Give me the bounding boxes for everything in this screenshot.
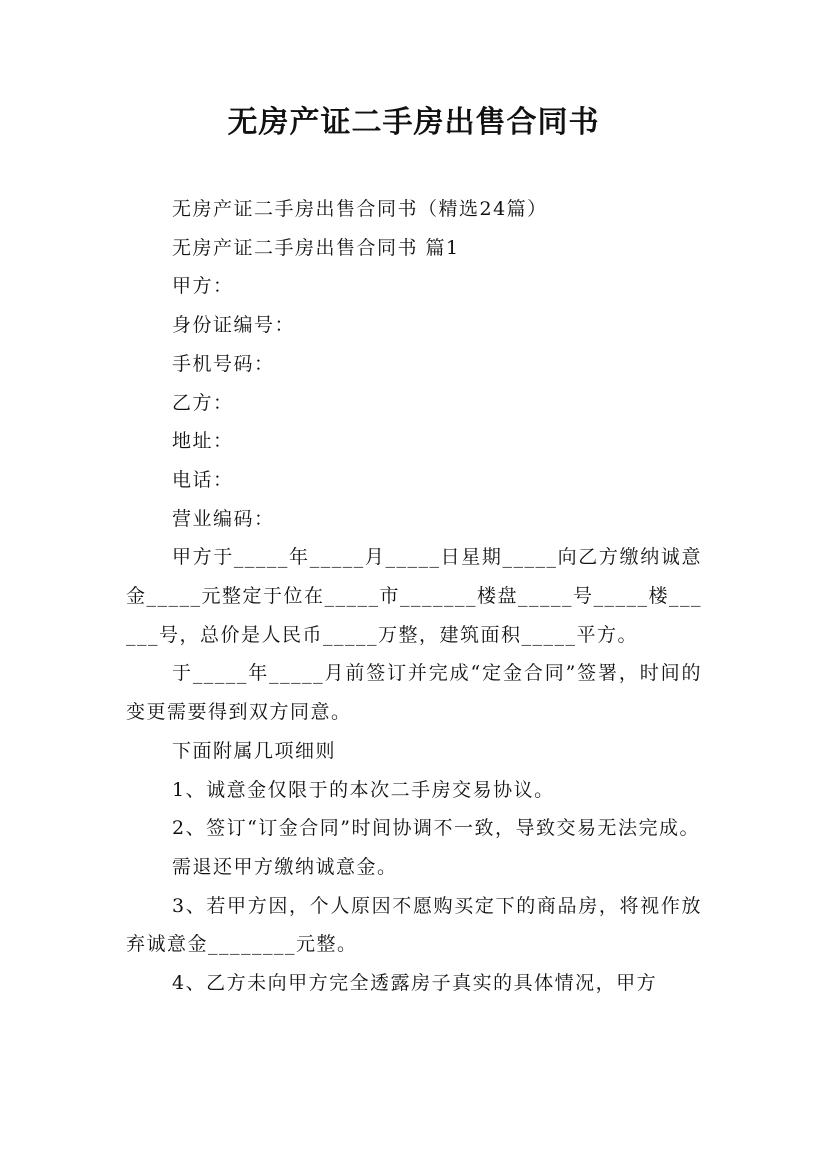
rule-3: 3、若甲方因，个人原因不愿购买定下的商品房，将视作放弃诚意金________元整。 <box>126 894 702 956</box>
rule-2: 2、签订“订金合同”时间协调不一致，导致交易无法完成。 <box>172 817 701 840</box>
id-number-label: 身份证编号： <box>172 314 296 337</box>
document-body <box>126 190 702 1003</box>
phone-number-label: 手机号码： <box>172 352 275 375</box>
party-b-label: 乙方： <box>172 391 234 414</box>
document-title: 无房产证二手房出售合同书 <box>227 105 600 140</box>
rule-4: 4、乙方未向甲方完全透露房子真实的具体情况，甲方 <box>172 972 658 995</box>
rule-1: 1、诚意金仅限于的本次二手房交易协议。 <box>172 778 555 801</box>
address-label: 地址： <box>172 430 234 453</box>
rule-2-refund: 需退还甲方缴纳诚意金。 <box>172 855 398 878</box>
telephone-label: 电话： <box>172 468 234 491</box>
subtitle-collection: 无房产证二手房出售合同书（精选24篇） <box>172 198 548 220</box>
rules-heading: 下面附属几项细则 <box>172 739 337 762</box>
business-code-label: 营业编码： <box>172 507 275 530</box>
party-a-label: 甲方： <box>172 275 234 298</box>
deposit-terms-paragraph: 甲方于_____年_____月_____日星期_____向乙方缴纳诚意金_____元整定于位在_____市_______楼盘_____号_____楼______号，总价是人民币_____万整，建筑面积_____平方。 <box>126 546 703 646</box>
contract-signing-paragraph: 于_____年_____月前签订并完成“定金合同”签署，时间的变更需要得到双方同意。 <box>126 662 702 724</box>
subtitle-part-1: 无房产证二手房出售合同书 篇1 <box>172 236 460 259</box>
